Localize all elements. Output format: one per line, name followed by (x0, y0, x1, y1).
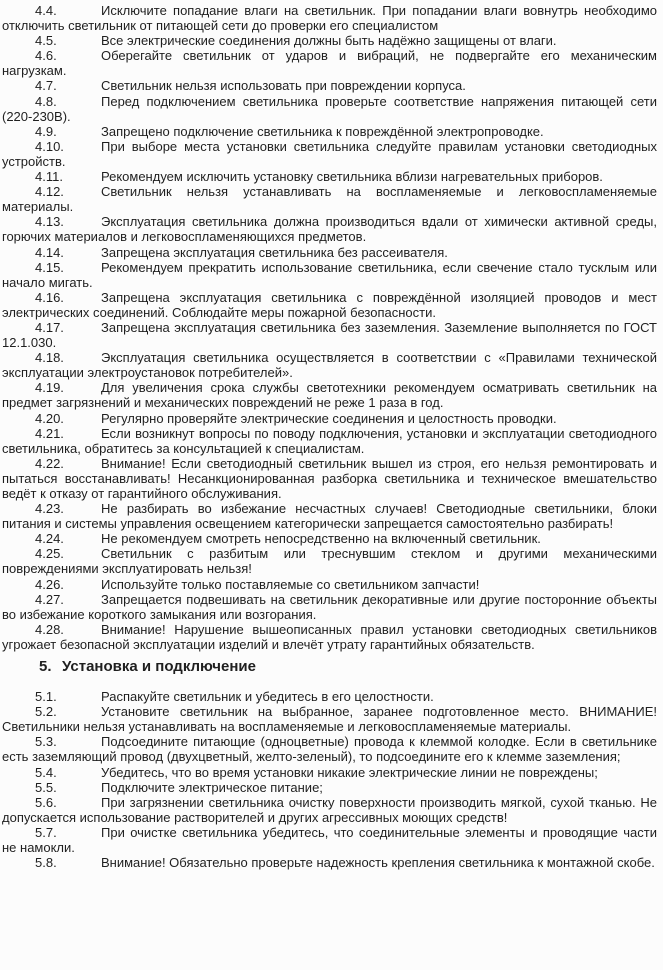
paragraph-text: Внимание! Обязательно проверьте надежность крепления светильника к монтажной скобе. (101, 855, 655, 871)
numbered-paragraph (2, 780, 657, 795)
numbered-paragraph (2, 825, 657, 855)
paragraph-text: Оберегайте светильник от ударов и вибраций, не подвергайте его механическим нагрузкам. (2, 48, 657, 79)
paragraph-number: 4.22. (35, 455, 64, 471)
numbered-paragraph (2, 689, 657, 704)
paragraph-number: 5.2. (35, 704, 57, 720)
paragraph-text: Все электрические соединения должны быть надёжно защищены от влаги. (101, 33, 557, 49)
paragraph-number: 4.4. (35, 3, 57, 18)
paragraph-text: Внимание! Нарушение вышеописанных правил установки светодиодных светильников угрожает безопасной эксплуатации изделий и влечёт утрату гарантийных обязательств. (2, 621, 657, 652)
numbered-paragraph (2, 33, 657, 48)
numbered-paragraph (2, 169, 657, 184)
paragraph-text: Убедитесь, что во время установки никакие электрические линии не повреждены; (101, 764, 598, 780)
paragraph-number: 4.21. (35, 425, 64, 441)
paragraph-number: 4.8. (35, 93, 57, 109)
paragraph-number: 4.26. (35, 576, 64, 592)
numbered-paragraph (2, 350, 657, 380)
paragraph-text: Перед подключением светильника проверьте соответствие напряжения питающей сети (220-230В). (2, 93, 657, 124)
paragraph-number: 5.4. (35, 764, 57, 780)
paragraph-number: 5.3. (35, 734, 57, 750)
paragraph-number: 4.6. (35, 48, 57, 64)
paragraph-number: 4.27. (35, 591, 64, 607)
paragraph-number: 4.23. (35, 501, 64, 517)
paragraph-text: Светильник с разбитым или треснувшим стеклом и другими механическими повреждениями эксплуатировать нельзя! (2, 546, 657, 577)
paragraph-text: Регулярно проверяйте электрические соединения и целостность проводки. (101, 410, 557, 426)
paragraph-number: 5.1. (35, 689, 57, 705)
paragraph-text: Если возникнут вопросы по поводу подключения, установки и эксплуатации светодиодного светильника, обратитесь за консультацией к специалистам. (2, 425, 657, 456)
paragraph-number: 4.28. (35, 621, 64, 637)
numbered-paragraph (2, 765, 657, 780)
paragraph-text: Установите светильник на выбранное, заранее подготовленное место. ВНИМАНИЕ! Светильники нельзя устанавливать на воспламеняемые и легковоспламеняемые материалы. (2, 704, 657, 735)
paragraph-text: Не разбирать во избежание несчастных случаев! Светодиодные светильники, блоки питания и системы управления освещением категорически запрещается самостоятельно разбирать! (2, 501, 657, 532)
paragraph-number: 4.20. (35, 410, 64, 426)
numbered-paragraph (2, 546, 657, 576)
numbered-paragraph (2, 48, 657, 78)
numbered-paragraph (2, 94, 657, 124)
safety-rules-list (2, 3, 657, 652)
paragraph-number: 5.7. (35, 824, 57, 840)
paragraph-text: Эксплуатация светильника осуществляется в соответствии с «Правилами технической эксплуатации электроустановок потребителей». (2, 350, 657, 381)
paragraph-number: 5.8. (35, 855, 57, 871)
numbered-paragraph (2, 3, 657, 33)
paragraph-number: 4.12. (35, 184, 64, 200)
paragraph-text: При очистке светильника убедитесь, что соединительные элементы и проводящие части не намокли. (2, 824, 657, 855)
numbered-paragraph (2, 501, 657, 531)
numbered-paragraph (2, 184, 657, 214)
numbered-paragraph (2, 380, 657, 410)
paragraph-number: 4.15. (35, 259, 64, 275)
paragraph-text: Запрещено подключение светильника к повреждённой электропроводке. (101, 123, 544, 139)
paragraph-text: Запрещена эксплуатация светильника без заземления. Заземление выполняется по ГОСТ 12.1.030. (2, 319, 657, 351)
paragraph-number: 4.14. (35, 244, 64, 260)
paragraph-text: Рекомендуем исключить установку светильника вблизи нагревательных приборов. (101, 169, 603, 185)
paragraph-text: Внимание! Если светодиодный светильник вышел из строя, его нельзя ремонтировать и пытаться восстанавливать! Несанкционированная разборка светильника и техническое вмешательство ведёт к отказу от гарантийного обслуживания. (2, 455, 657, 501)
numbered-paragraph (2, 577, 657, 592)
paragraph-text: Запрещена эксплуатация светильника с повреждённой изоляцией проводов и мест электрических соединений. Соблюдайте меры пожарной безопасности. (2, 289, 657, 320)
section5-title: Установка и подключение (62, 658, 256, 676)
paragraph-text: Запрещена эксплуатация светильника без рассеивателя. (101, 244, 448, 260)
numbered-paragraph (2, 78, 657, 93)
numbered-paragraph (2, 320, 657, 350)
install-steps-list (2, 689, 657, 870)
numbered-paragraph (2, 139, 657, 169)
paragraph-text: При выборе места установки светильника следуйте правилам установки светодиодных устройств. (2, 138, 657, 169)
paragraph-number: 4.18. (35, 350, 64, 366)
numbered-paragraph (2, 592, 657, 622)
paragraph-text: Подсоедините питающие (одноцветные) провода к клеммой колодке. Если в светильнике есть заземляющий провод (двухцветный, желто-зеленый), то подсоедините его к клемме заземления; (2, 734, 657, 765)
numbered-paragraph (2, 245, 657, 260)
paragraph-number: 4.24. (35, 531, 64, 547)
numbered-paragraph (2, 411, 657, 426)
paragraph-number: 4.17. (35, 319, 64, 335)
paragraph-text: Рекомендуем прекратить использование светильника, если свечение стало тусклым или начало мигать. (2, 259, 657, 290)
numbered-paragraph (2, 622, 657, 652)
paragraph-number: 4.9. (35, 123, 57, 139)
paragraph-text: Используйте только поставляемые со светильником запчасти! (101, 576, 480, 592)
paragraph-number: 4.13. (35, 214, 64, 230)
paragraph-text: Запрещается подвешивать на светильник декоративные или другие посторонние объекты во избежание короткого замыкания или возгорания. (2, 591, 657, 622)
paragraph-text: Светильник нельзя использовать при повреждении корпуса. (101, 78, 466, 94)
paragraph-number: 4.10. (35, 138, 64, 154)
section5-heading (2, 657, 657, 677)
numbered-paragraph (2, 214, 657, 244)
numbered-paragraph (2, 531, 657, 546)
paragraph-number: 4.7. (35, 78, 57, 94)
paragraph-text: Распакуйте светильник и убедитесь в его целостности. (101, 689, 434, 705)
paragraph-text: Подключите электрическое питание; (101, 779, 323, 795)
paragraph-number: 4.16. (35, 289, 64, 305)
paragraph-text: Исключите попадание влаги на светильник. При попадании влаги вовнутрь необходимо отключить светильник от питающей сети до проверки его специалистом (2, 3, 657, 34)
section5-number: 5. (39, 658, 52, 676)
paragraph-text: Эксплуатация светильника должна производиться вдали от химически активной среды, горючих материалов и легковоспламеняющихся предметов. (2, 214, 657, 245)
paragraph-number: 5.5. (35, 779, 57, 795)
paragraph-number: 4.25. (35, 546, 64, 562)
paragraph-text: Не рекомендуем смотреть непосредственно на включенный светильник. (101, 531, 541, 547)
numbered-paragraph (2, 855, 657, 870)
paragraph-number: 4.11. (35, 169, 63, 185)
numbered-paragraph (2, 734, 657, 764)
paragraph-number: 4.5. (35, 33, 57, 49)
numbered-paragraph (2, 124, 657, 139)
paragraph-text: Для увеличения срока службы светотехники рекомендуем осматривать светильник на предмет загрязнений и механических повреждений не реже 1 раза в год. (2, 380, 657, 411)
numbered-paragraph (2, 456, 657, 501)
numbered-paragraph (2, 426, 657, 456)
numbered-paragraph (2, 795, 657, 825)
numbered-paragraph (2, 260, 657, 290)
paragraph-number: 5.6. (35, 794, 57, 810)
numbered-paragraph (2, 704, 657, 734)
paragraph-text: Светильник нельзя устанавливать на воспламеняемые и легковоспламеняемые материалы. (2, 184, 657, 215)
paragraph-number: 4.19. (35, 380, 64, 396)
paragraph-text: При загрязнении светильника очистку поверхности производить мягкой, сухой тканью. Не допускается использование растворителей и других агрессивных моющих средств! (2, 794, 657, 825)
numbered-paragraph (2, 290, 657, 320)
